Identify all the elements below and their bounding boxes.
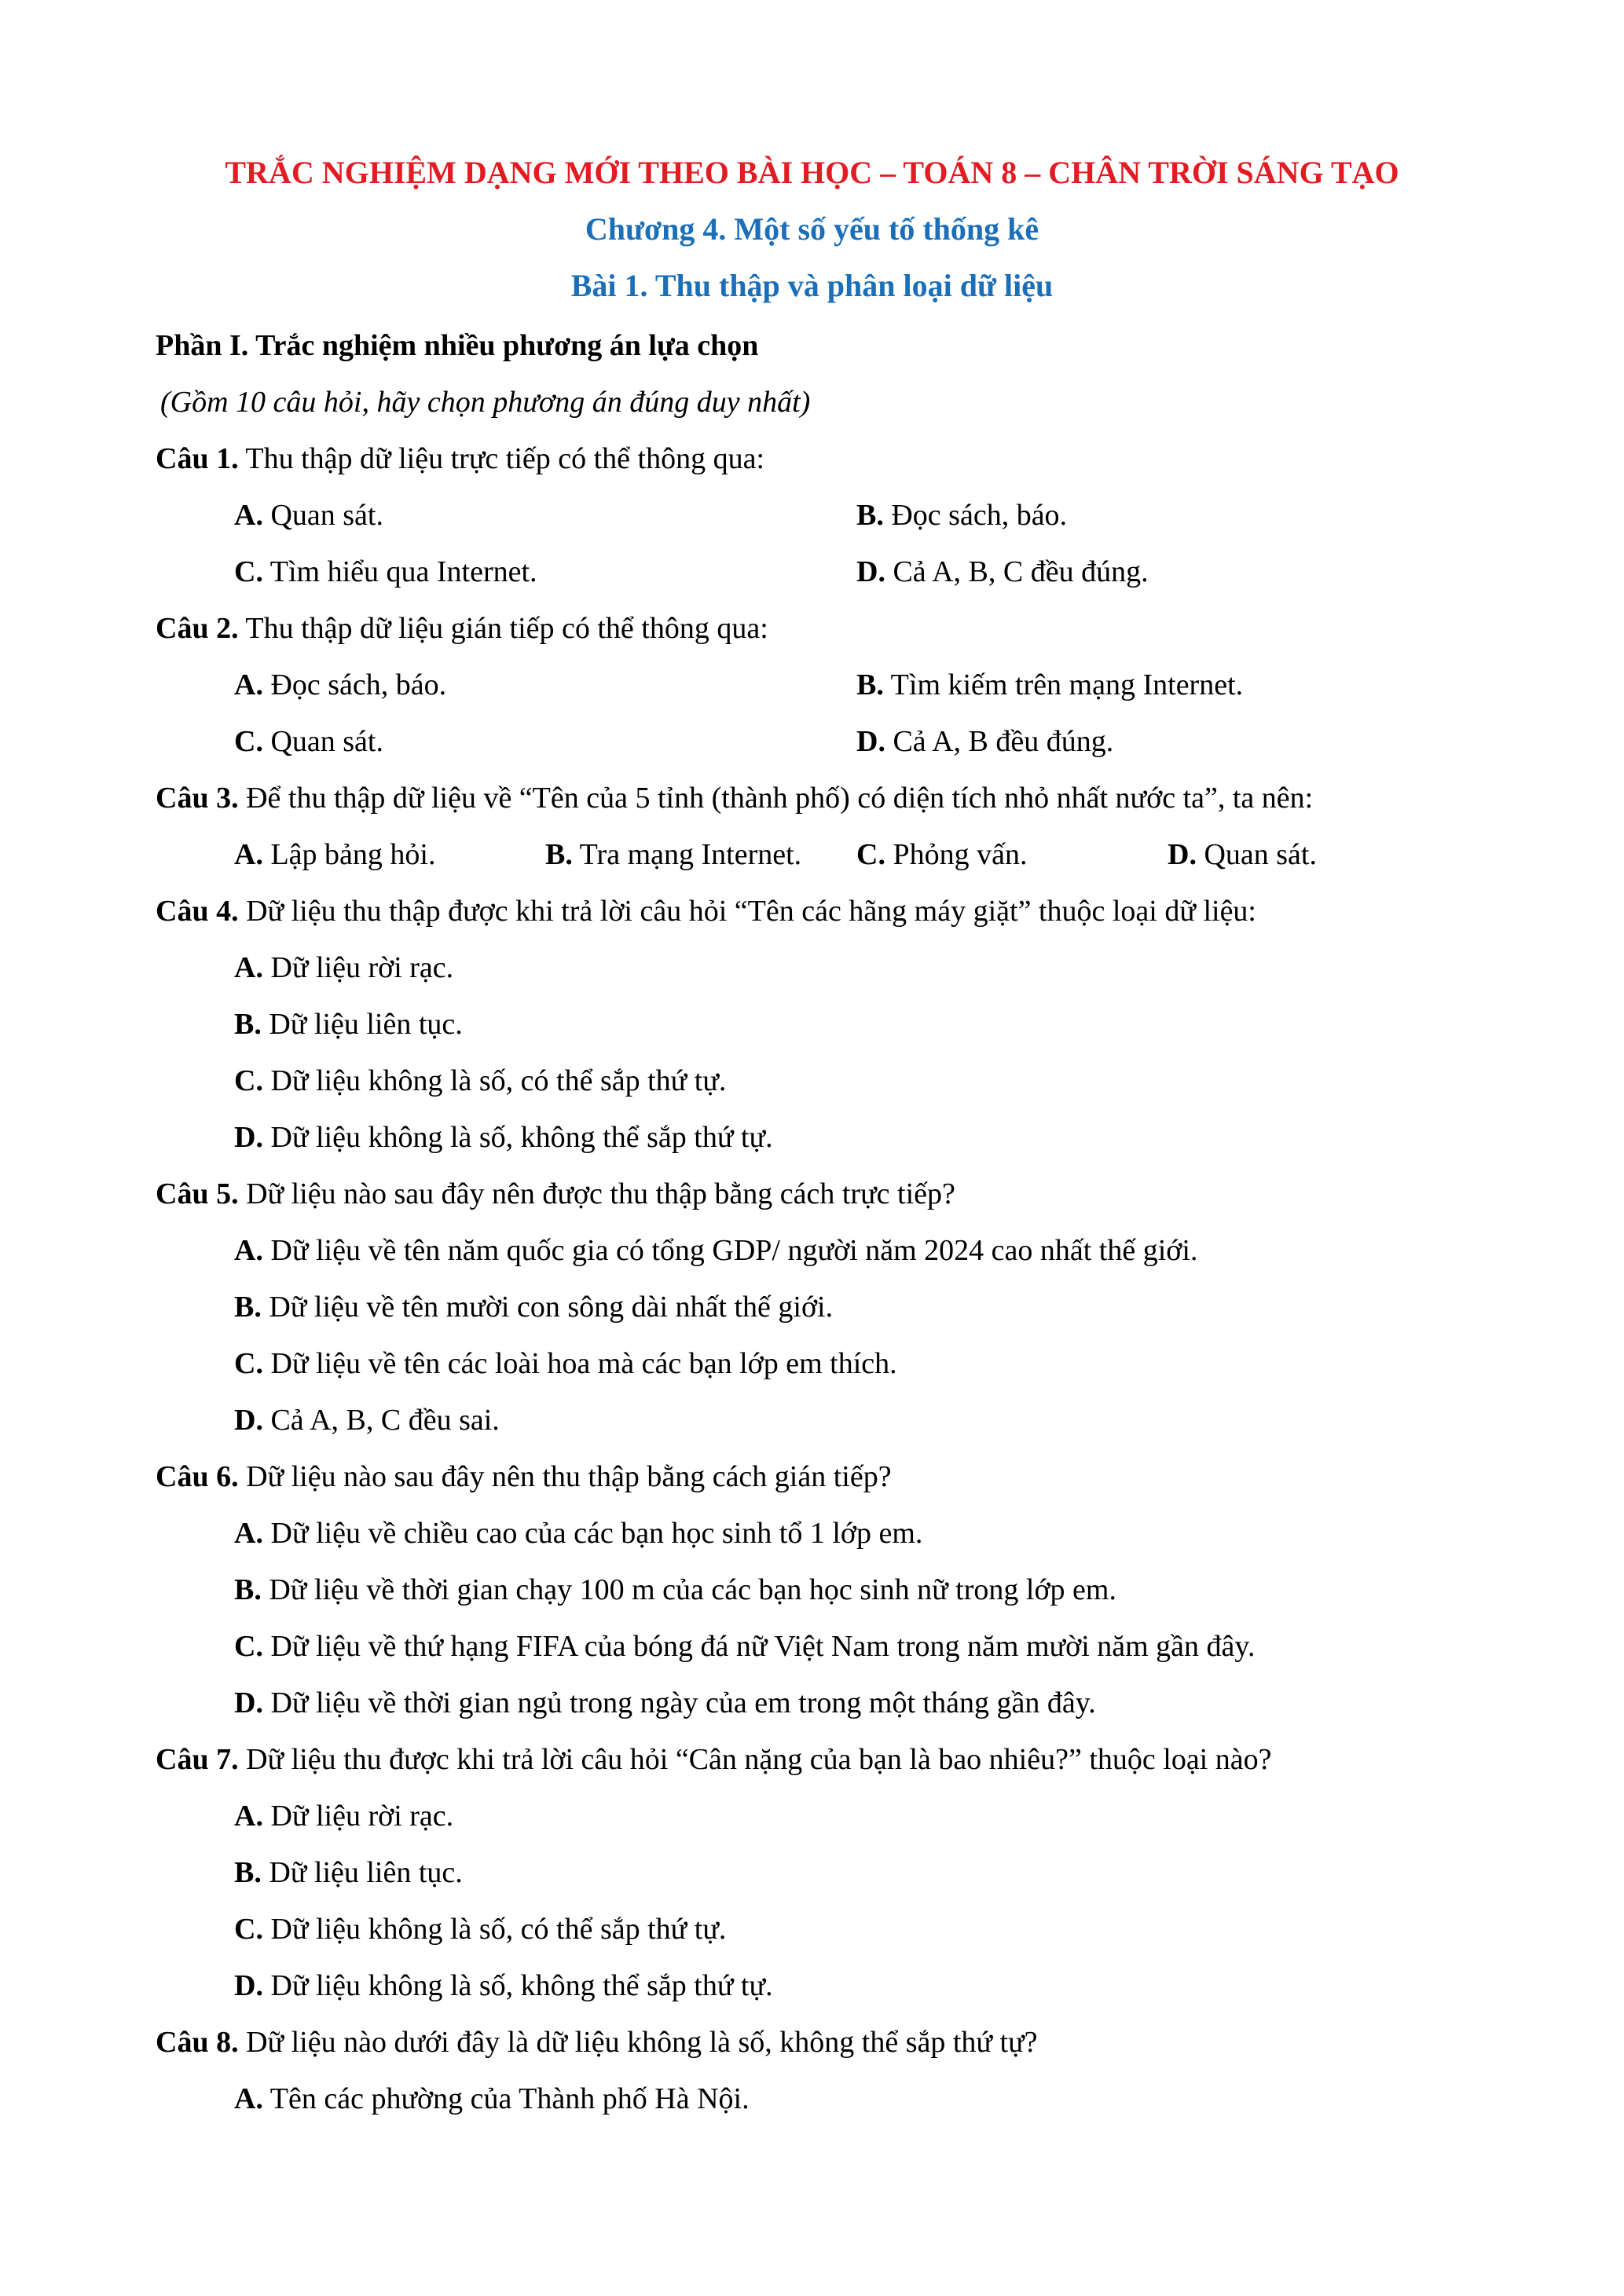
question-3-option-a: A. Lập bảng hỏi. <box>234 838 436 871</box>
question-2: Câu 2. Thu thập dữ liệu gián tiếp có thể thông qua: <box>156 612 768 645</box>
chapter-title: Chương 4. Một số yếu tố thống kê <box>585 211 1039 247</box>
question-7-option-a: A. Dữ liệu rời rạc. <box>234 1800 454 1833</box>
question-5-option-c: C. Dữ liệu về tên các loài hoa mà các bạn lớp em thích. <box>234 1347 897 1380</box>
question-7: Câu 7. Dữ liệu thu được khi trả lời câu hỏi “Cân nặng của bạn là bao nhiêu?” thuộc loại nào? <box>156 1743 1272 1776</box>
question-5-option-a: A. Dữ liệu về tên năm quốc gia có tổng GDP/ người năm 2024 cao nhất thế giới. <box>234 1234 1198 1267</box>
part-heading: Phần I. Trắc nghiệm nhiều phương án lựa chọn <box>156 329 759 362</box>
question-2-option-a: A. Đọc sách, báo. <box>234 668 447 701</box>
question-6-option-a: A. Dữ liệu về chiều cao của các bạn học sinh tổ 1 lớp em. <box>234 1517 923 1550</box>
question-4-option-a: A. Dữ liệu rời rạc. <box>234 951 454 984</box>
part-instruction: (Gồm 10 câu hỏi, hãy chọn phương án đúng duy nhất) <box>160 386 811 419</box>
question-4-option-c: C. Dữ liệu không là số, có thể sắp thứ tự. <box>234 1064 727 1097</box>
question-1: Câu 1. Thu thập dữ liệu trực tiếp có thể thông qua: <box>156 442 765 475</box>
question-1-option-b: B. Đọc sách, báo. <box>856 499 1068 532</box>
question-3-option-b: B. Tra mạng Internet. <box>545 838 802 871</box>
main-title: TRẮC NGHIỆM DẠNG MỚI THEO BÀI HỌC – TOÁN 8 – CHÂN TRỜI SÁNG TẠO <box>225 155 1399 190</box>
question-8: Câu 8. Dữ liệu nào dưới đây là dữ liệu không là số, không thể sắp thứ tự? <box>156 2026 1038 2059</box>
question-5-option-b: B. Dữ liệu về tên mười con sông dài nhất thế giới. <box>234 1291 834 1324</box>
question-2-option-d: D. Cả A, B đều đúng. <box>856 725 1114 758</box>
question-4-option-d: D. Dữ liệu không là số, không thể sắp thứ tự. <box>234 1121 773 1154</box>
question-4-option-b: B. Dữ liệu liên tục. <box>234 1008 463 1041</box>
question-3-option-d: D. Quan sát. <box>1168 838 1317 871</box>
lesson-title: Bài 1. Thu thập và phân loại dữ liệu <box>570 268 1054 303</box>
question-3: Câu 3. Để thu thập dữ liệu về “Tên của 5 tỉnh (thành phố) có diện tích nhỏ nhất nước ta”, ta nên: <box>156 782 1314 815</box>
question-2-option-b: B. Tìm kiếm trên mạng Internet. <box>856 668 1244 701</box>
question-5-option-d: D. Cả A, B, C đều sai. <box>234 1404 500 1437</box>
question-3-option-c: C. Phỏng vấn. <box>856 838 1028 871</box>
question-4: Câu 4. Dữ liệu thu thập được khi trả lời câu hỏi “Tên các hãng máy giặt” thuộc loại dữ liệu: <box>156 895 1256 928</box>
question-2-option-c: C. Quan sát. <box>234 725 383 758</box>
question-6-option-b: B. Dữ liệu về thời gian chạy 100 m của các bạn học sinh nữ trong lớp em. <box>234 1573 1116 1606</box>
question-7-option-d: D. Dữ liệu không là số, không thể sắp thứ tự. <box>234 1969 773 2002</box>
question-6-option-c: C. Dữ liệu về thứ hạng FIFA của bóng đá nữ Việt Nam trong năm mười năm gần đây. <box>234 1630 1256 1663</box>
question-5: Câu 5. Dữ liệu nào sau đây nên được thu thập bằng cách trực tiếp? <box>156 1177 955 1210</box>
question-1-option-a: A. Quan sát. <box>234 499 383 532</box>
question-1-option-c: C. Tìm hiểu qua Internet. <box>234 555 537 588</box>
question-7-option-b: B. Dữ liệu liên tục. <box>234 1856 463 1889</box>
question-8-option-a: A. Tên các phường của Thành phố Hà Nội. <box>234 2082 750 2115</box>
question-7-option-c: C. Dữ liệu không là số, có thể sắp thứ tự. <box>234 1913 727 1946</box>
question-6-option-d: D. Dữ liệu về thời gian ngủ trong ngày của em trong một tháng gần đây. <box>234 1686 1096 1719</box>
question-1-option-d: D. Cả A, B, C đều đúng. <box>856 555 1149 588</box>
question-6: Câu 6. Dữ liệu nào sau đây nên thu thập bằng cách gián tiếp? <box>156 1460 892 1493</box>
